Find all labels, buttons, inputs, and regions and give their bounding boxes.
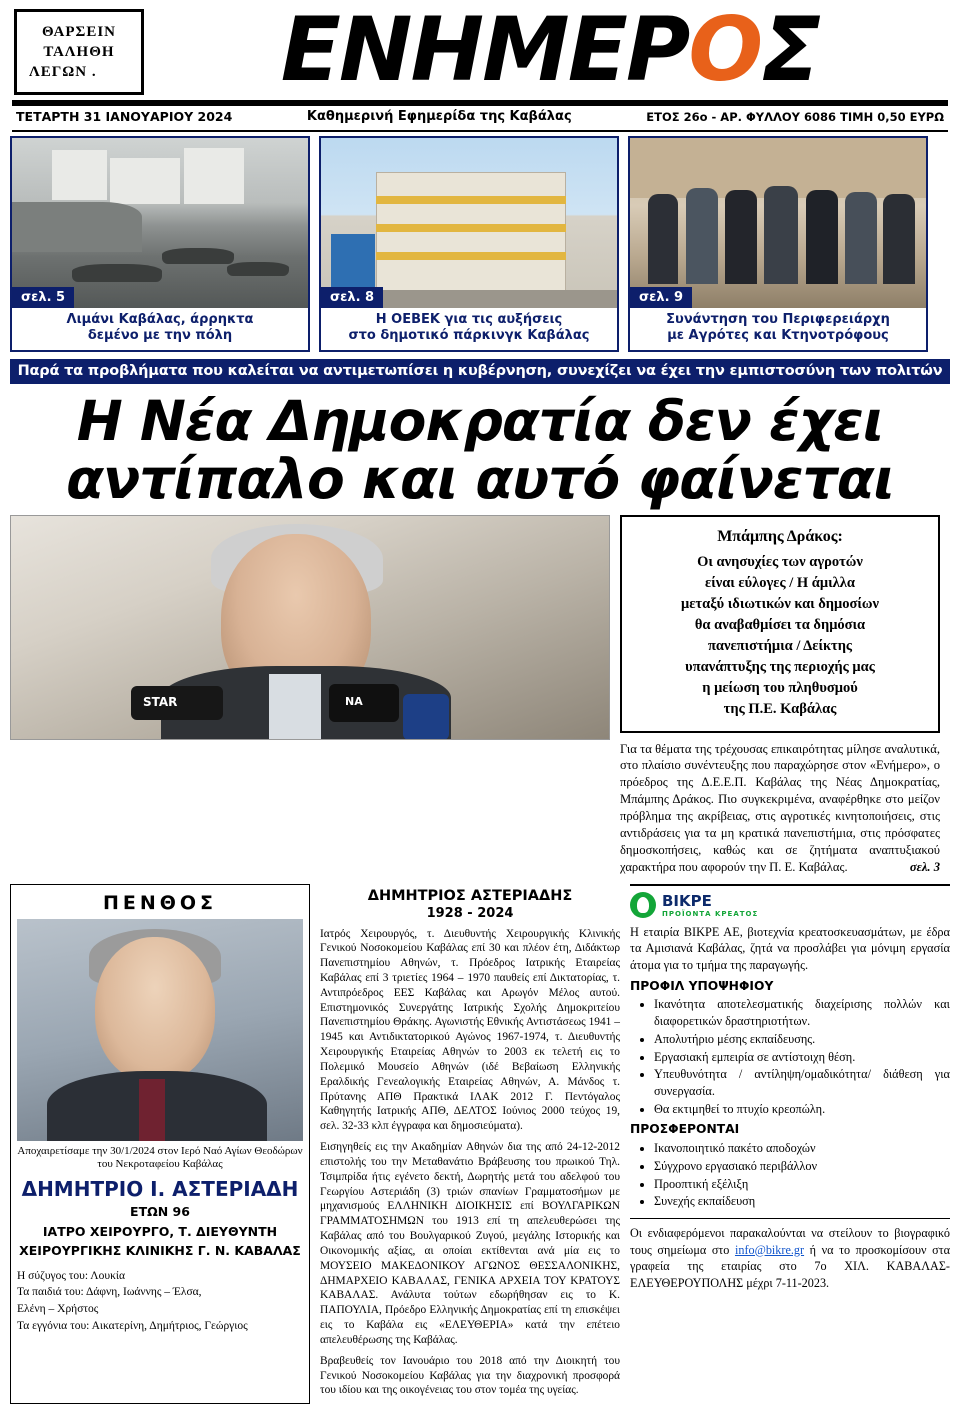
lead-story-text [620,741,940,876]
teaser-caption [630,308,926,350]
obituary-name: ΔΗΜΗΤΡΙΟ Ι. ΑΣΤΕΡΙΑΔΗ [17,1177,303,1201]
obituary-family-line-1: Η σύζυγος του: Λουκία [17,1268,303,1285]
teaser-page-tag: σελ. 8 [321,287,383,308]
main-headline-line-1: Η Νέα Δημοκρατία δεν έχει [10,392,950,451]
pull-quote-line-2: είναι εύλογες / Η άμιλλα [632,573,928,594]
paper-title-part-2: Σ [761,0,819,101]
obituary-title: ΠΕΝΘΟΣ [17,892,303,914]
pull-quote-line-7: η μείωση του πληθυσμού [632,678,928,699]
list-item: • Θα εκτιμηθεί το πτυχίο κρεοπώλη. [654,1101,950,1118]
biography-years: 1928 - 2024 [320,906,620,921]
lead-story-body: Για τα θέματα της τρέχουσας επικαιρότητας μίλησε αναλυτικά, στο πλαίσιο συνέντευξης που παραχώρησε στον «Ενήμερο», ο πρόεδρος της Δ.Ε.Ε.Π. Καβάλας της Νέας Δημοκρατίας, Μπάμπης Δράκος. Πιο συγκεκριμένα, αναφέρθηκε στο μείζον πρόβλημα της ακρίβειας, στις αγροτικές κινητοποιήσεις, στις αντιδράσεις για τα μη κρατικά πανεπιστήμια, στις πρόσφατες δημοσκοπήσεις, καθώς και σε ζητήματα αναπτυξιακού χαρακτήρα που αφορούν την Π. Ε. Καβάλας. [620,742,940,874]
pull-quote-line-1: Οι ανησυχίες των αγροτών [632,552,928,573]
lead-story-page-ref: σελ. 3 [910,859,940,876]
pull-quote-line-6: υπανάπτυξης της περιοχής μας [632,657,928,678]
biography-name: ΔΗΜΗΤΡΙΟΣ ΑΣΤΕΡΙΑΔΗΣ [320,888,620,904]
microphone-na [329,684,399,722]
teaser-caption-line-2: με Αγρότες και Κτηνοτρόφους [633,328,923,344]
advert-divider [630,884,950,886]
teaser-caption [12,308,308,350]
obituary-family-line-3: Ελένη – Χρήστος [17,1301,303,1318]
advert-intro: Η εταιρία ΒΙΚΡΕ ΑΕ, βιοτεχνία κρεατοσκευασμάτων, με έδρα τα Αμισιανά Καβάλας, ζητά να προσλάβει για μόνιμη εργασία άτομα για το τμήμα της παραγωγής. [630,924,950,974]
pull-quote-line-5: πανεπιστήμια / Δείκτης [632,636,928,657]
motto-logo [14,9,144,95]
teaser-caption [321,308,617,350]
teaser-caption-line-2: δεμένο με την πόλη [15,328,305,344]
company-name-text: ΒΙΚΡΕ [662,892,712,910]
motto-line-3: ΛΕΓΩΝ . [29,62,97,82]
pull-quote-line-4: θα αναβαθμίσει τα δημόσια [632,615,928,636]
info-bar-divider [12,130,948,132]
microphone-star [131,686,223,720]
advert-body [630,924,950,1211]
company-logo [630,892,950,918]
masthead-info-bar [10,106,950,128]
teaser-caption-line-1: Συνάντηση του Περιφερειάρχη [633,312,923,328]
pull-quote-line-3: μεταξύ ιδιωτικών και δημοσίων [632,594,928,615]
teaser-page-tag: σελ. 5 [12,287,74,308]
issue-number: ΕΤΟΣ 26ο - ΑΡ. ΦΥΛΛΟΥ 6086 ΤΙΜΗ 0,50 ΕΥΡΩ [646,110,944,124]
issue-date: ΤΕΤΑΡΤΗ 31 ΙΑΝΟΥΑΡΙΟΥ 2024 [16,109,232,124]
advert-footer [630,1218,950,1291]
obituary-family [17,1268,303,1335]
deceased-face [95,937,215,1082]
job-advert [630,884,950,1404]
lead-photo [10,515,610,740]
list-item: • Ικανοποιητικό πακέτο αποδοχών [654,1140,950,1157]
list-item: • Συνεχής εκπαίδευση [654,1193,950,1210]
lead-side-column [620,515,940,875]
microphone-blue [403,694,449,740]
deceased-portrait-photo [17,919,303,1141]
list-item: • Απολυτήριο μέσης εκπαίδευσης. [654,1031,950,1048]
company-name [662,892,758,918]
list-item: • Προοπτική εξέλιξη [654,1176,950,1193]
lead-kicker: Παρά τα προβλήματα που καλείται να αντιμετωπίσει η κυβέρνηση, συνεχίζει να έχει την εμπιστοσύνη των πολιτών [10,359,950,384]
obituary-role-line-2: ΧΕΙΡΟΥΡΓΙΚΗΣ ΚΛΙΝΙΚΗΣ Γ. Ν. ΚΑΒΑΛΑΣ [17,1242,303,1260]
pull-quote-speaker: Μπάμπης Δράκος: [632,525,928,548]
pull-quote-line-8: της Π.Ε. Καβάλας [632,699,928,720]
advert-profile-title: ΠΡΟΦΙΛ ΥΠΟΨΗΦΙΟΥ [630,978,950,995]
leaf-icon [630,892,656,918]
obituary-role-line-1: ΙΑΤΡΟ ΧΕΙΡΟΥΡΓΟ, Τ. ΔΙΕΥΘΥΝΤΗ [17,1223,303,1241]
biography-column [320,884,620,1404]
advert-footer-post: ή να το προσκομίσουν στα γραφεία της εταιρίας στο 7ο ΧΙΛ. ΚΑΒΑΛΑΣ- ΕΛΕΥΘΕΡΟΥΠΟΛΗΣ μέχρι 7-11-2023. [630,1243,950,1290]
teaser-caption-line-1: Λιμάνι Καβάλας, άρρηκτα [15,312,305,328]
motto-line-1: ΘΑΡΣΕΙΝ [42,22,116,42]
teaser-item[interactable] [628,136,928,352]
paper-tagline: Καθημερινή Εφημερίδα της Καβάλας [307,109,572,124]
motto-line-2: ΤΑΛΗΘΗ [43,42,114,62]
obituary-family-line-4: Τα εγγόνια του: Αικατερίνη, Δημήτριος, Γεώργιος [17,1318,303,1335]
teaser-item[interactable] [10,136,310,352]
advert-offer-title: ΠΡΟΣΦΕΡΟΝΤΑΙ [630,1121,950,1138]
biography-paragraph-1: Ιατρός Χειρουργός, τ. Διευθυντής Χειρουργικής Κλινικής Γενικού Νοσοκομείου Καβάλας επί 30 και πλέον έτη, Διδάκτωρ Πανεπιστημίου Αθηνών, τ. Πρόεδρος Ιατρικής Εταιρείας Καβάλας επί 3 τριετίες 1964 – 1970 παυθείς επί Δικτατορίας, τ. Αντιπρόεδρος ΕΕΣ Καβάλας και Αρωγόν Μέλος αυτού. Επιστημονικός Συνεργάτης Ιατρικής Σχολής Δημοκριτείου Πανεπιστημίου Θράκης. Αγωνιστής Εθνικής Αντιστάσεως 1941 – 1945 και Αντιδικτατορικού Αγώνος 1967-1974, τ. Διευθυντής Χειρουργικής Εταιρείας Αθηνών το 2003 εκ τελετή εις το Πολεμικό Μουσείο Αθηνών (ιδέ Βεβαίωση Ελληνικής Εραλδικής Γενεαλογικής Εταιρείας Αθηνών, Α. Μάνδος τ. Πρύτανης ΑΠΘ Πρακτικά ΙΛΑΚ 2012 Γ. Πεντόγαλος Καθηγητής Ιατρικής ΑΠΘ, ΔΕΛΤΟΣ Ιούνιος 2000 τεύχος 19, σελ. 32-33 κλπ έγγραφα και δημοσιεύματα). [320,927,620,1135]
teaser-item[interactable] [319,136,619,352]
obituary-caption: Αποχαιρετίσαμε την 30/1/2024 στον Ιερό Ναό Αγίων Θεοδώρων του Νεκροταφείου Καβάλας [17,1145,303,1173]
list-item: • Ικανότητα αποτελεσματικής διαχείρισης πολλών και διαφορετικών δραστηριοτήτων. [654,996,950,1029]
company-name-subtitle: ΠΡΟΪΟΝΤΑ ΚΡΕΑΤΟΣ [662,910,758,918]
advert-profile-list [630,996,950,1117]
main-headline-line-2: αντίπαλο και αυτό φαίνεται [10,450,950,509]
biography-paragraph-3: Βραβευθείς τον Ιανουάριο του 2018 από την Διοικητή του Γενικού Νοσοκομείου Καβάλας για την διαχρονική προσφορά του ιδίου και της οικογένειας του στον τομέα της υγείας. [320,1354,620,1398]
advert-email-link[interactable]: info@bikre.gr [735,1243,804,1257]
microphone-na-label: NA [345,695,363,708]
group-meeting-photo [630,138,926,308]
obituary-card [10,884,310,1404]
teaser-page-tag: σελ. 9 [630,287,692,308]
masthead [10,0,950,100]
biography-paragraph-2: Εισηγηθείς εις την Ακαδημίαν Αθηνών δια της από 24-12-2012 επιστολής του την Μεταθανάτιο Βράβευσης του πρωικού Τηλ. Τσιμπρίδα ήτις εγένετο δεκτή, Δωρητής μετά του αδελφού του Γεωργίου Αστεριάδη (3) τριών σπανίων Γραμματοσήμων με μηχανισμούς ΕΛΛΗΝΙΚΗ ΔΙΟΙΚΗΣΙΣ επί ΒΟΥΛΓΑΡΙΚΩΝ ΓΡΑΜΜΑΤΟΣΗΜΩΝ του 1913 επί τη απελευθερώσει της Καβάλας από του Βουλγαρικού Ζυγού, μεγάλης Ιστορικής και Οικονομικής αξίας, αι οποίαι εκτίθενται ανά μία εις το ΜΟΥΣΕΙΟ ΜΑΚΕΔΟΝΙΚΟΥ ΑΓΩΝΟΣ ΘΕΣΣΑΛΟΝΙΚΗΣ, ΔΗΜΑΡΧΕΙΟ ΚΑΒΑΛΑΣ, ΓΕΝΙΚΑ ΑΡΧΕΙΑ ΤΟΥ ΚΡΑΤΟΥΣ ΚΑΒΑΛΑΣ. Ανάλυτα τούτων εδωρήθησαν εις το Κ. ΠΑΠΟΥΛΙΑ, Πρόεδρο Ελληνικής Δημοκρατίας επί τη επισκέψει εις το Καβάλα εις «ΕΛΕΥΘΕΡΙΑ» κατά την επέτειο απελευθέρωσης της Καβάλας. [320,1140,620,1348]
harbour-photo [12,138,308,308]
teaser-caption-line-1: Η ΟΕΒΕΚ για τις αυξήσεις [324,312,614,328]
parking-building-photo [321,138,617,308]
list-item: • Υπευθυνότητα / αντίληψη/ομαδικότητα/ διάθεση για συνεργασία. [654,1066,950,1099]
bottom-section [10,884,950,1404]
deceased-tie [139,1079,165,1141]
main-headline [10,392,950,510]
teaser-strip [10,136,950,352]
paper-title-part-1: ΕΝΗΜΕΡ [281,0,689,101]
obituary-age: ΕΤΩΝ 96 [17,1203,303,1221]
paper-title-omicron: Ο [688,0,761,101]
list-item: • Εργασιακή εμπειρία σε αντίστοιχη θέση. [654,1049,950,1066]
pull-quote-box [620,515,940,732]
microphone-star-label: STAR [143,695,177,709]
list-item: • Σύγχρονο εργασιακό περιβάλλον [654,1158,950,1175]
lead-story-section [10,515,950,875]
portrait-shirt [269,674,321,740]
obituary-family-line-2: Τα παιδιά του: Δάφνη, Ιωάννης – Έλσα, [17,1284,303,1301]
advert-footer-pre: Οι ενδιαφερόμενοι παρακαλούνται να στείλουν το βιογραφικό τους σημείωμα στο [630,1226,950,1257]
paper-title [144,6,950,94]
teaser-caption-line-2: στο δημοτικό πάρκινγκ Καβάλας [324,328,614,344]
advert-offer-list [630,1140,950,1210]
